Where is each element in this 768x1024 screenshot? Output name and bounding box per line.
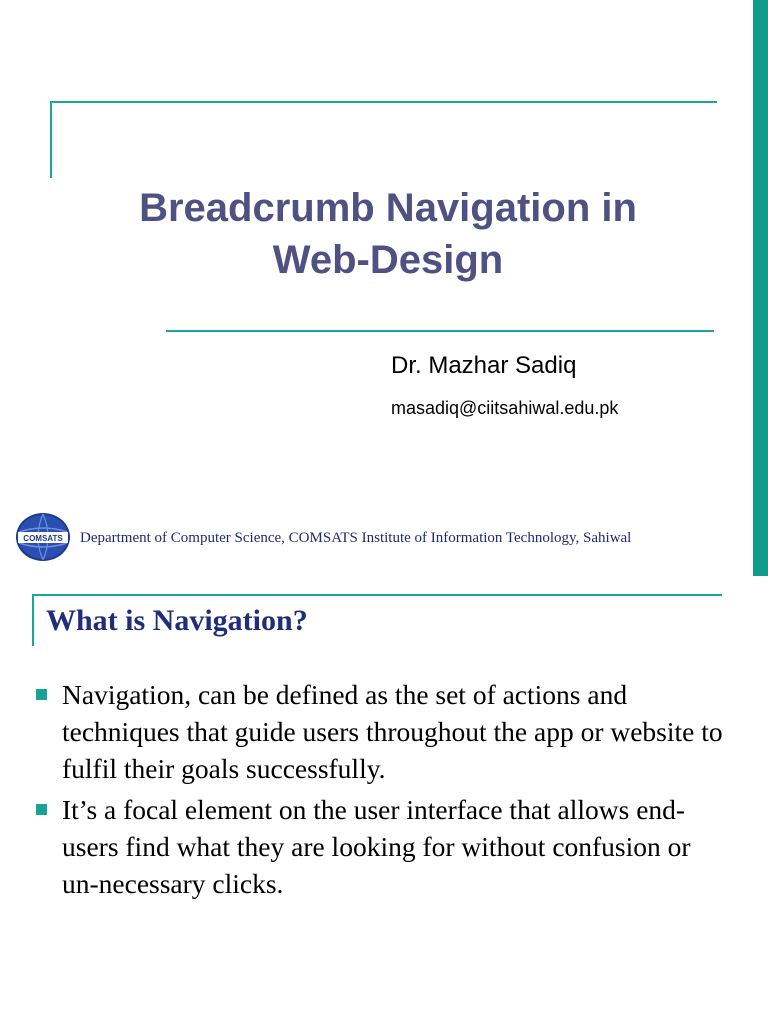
frame-line-left xyxy=(32,594,34,646)
comsats-logo-icon xyxy=(15,512,71,562)
frame-line-top xyxy=(50,101,717,103)
department-line: Department of Computer Science, COMSATS Institute of Information Technology, Sahiwal xyxy=(80,530,632,546)
logo-text: COMSATS xyxy=(23,534,63,543)
square-bullet-icon xyxy=(36,689,47,700)
frame-line-top xyxy=(32,594,722,596)
bullet-item xyxy=(34,791,734,902)
bullet-item xyxy=(34,676,734,787)
side-accent-bar xyxy=(753,0,768,576)
author-name: Dr. Mazhar Sadiq xyxy=(391,352,577,379)
slide-title-line1: Breadcrumb Navigation in xyxy=(139,186,637,230)
frame-line-left xyxy=(50,101,52,178)
bullet-text: It’s a focal element on the user interface that allows end-users find what they are looking for without confusion or un-necessary clicks. xyxy=(62,794,691,899)
bullet-list xyxy=(34,676,734,906)
author-email: masadiq@ciitsahiwal.edu.pk xyxy=(391,398,619,418)
frame-line-middle xyxy=(166,330,714,332)
slide-title xyxy=(60,182,716,286)
bullet-text: Navigation, can be defined as the set of actions and techniques that guide users throughout the app or website to fulfil their goals successfully. xyxy=(62,679,723,784)
content-slide xyxy=(0,584,768,1024)
slide-heading: What is Navigation? xyxy=(46,604,308,637)
slide-title-line2: Web-Design xyxy=(272,238,504,282)
square-bullet-icon xyxy=(36,804,47,815)
